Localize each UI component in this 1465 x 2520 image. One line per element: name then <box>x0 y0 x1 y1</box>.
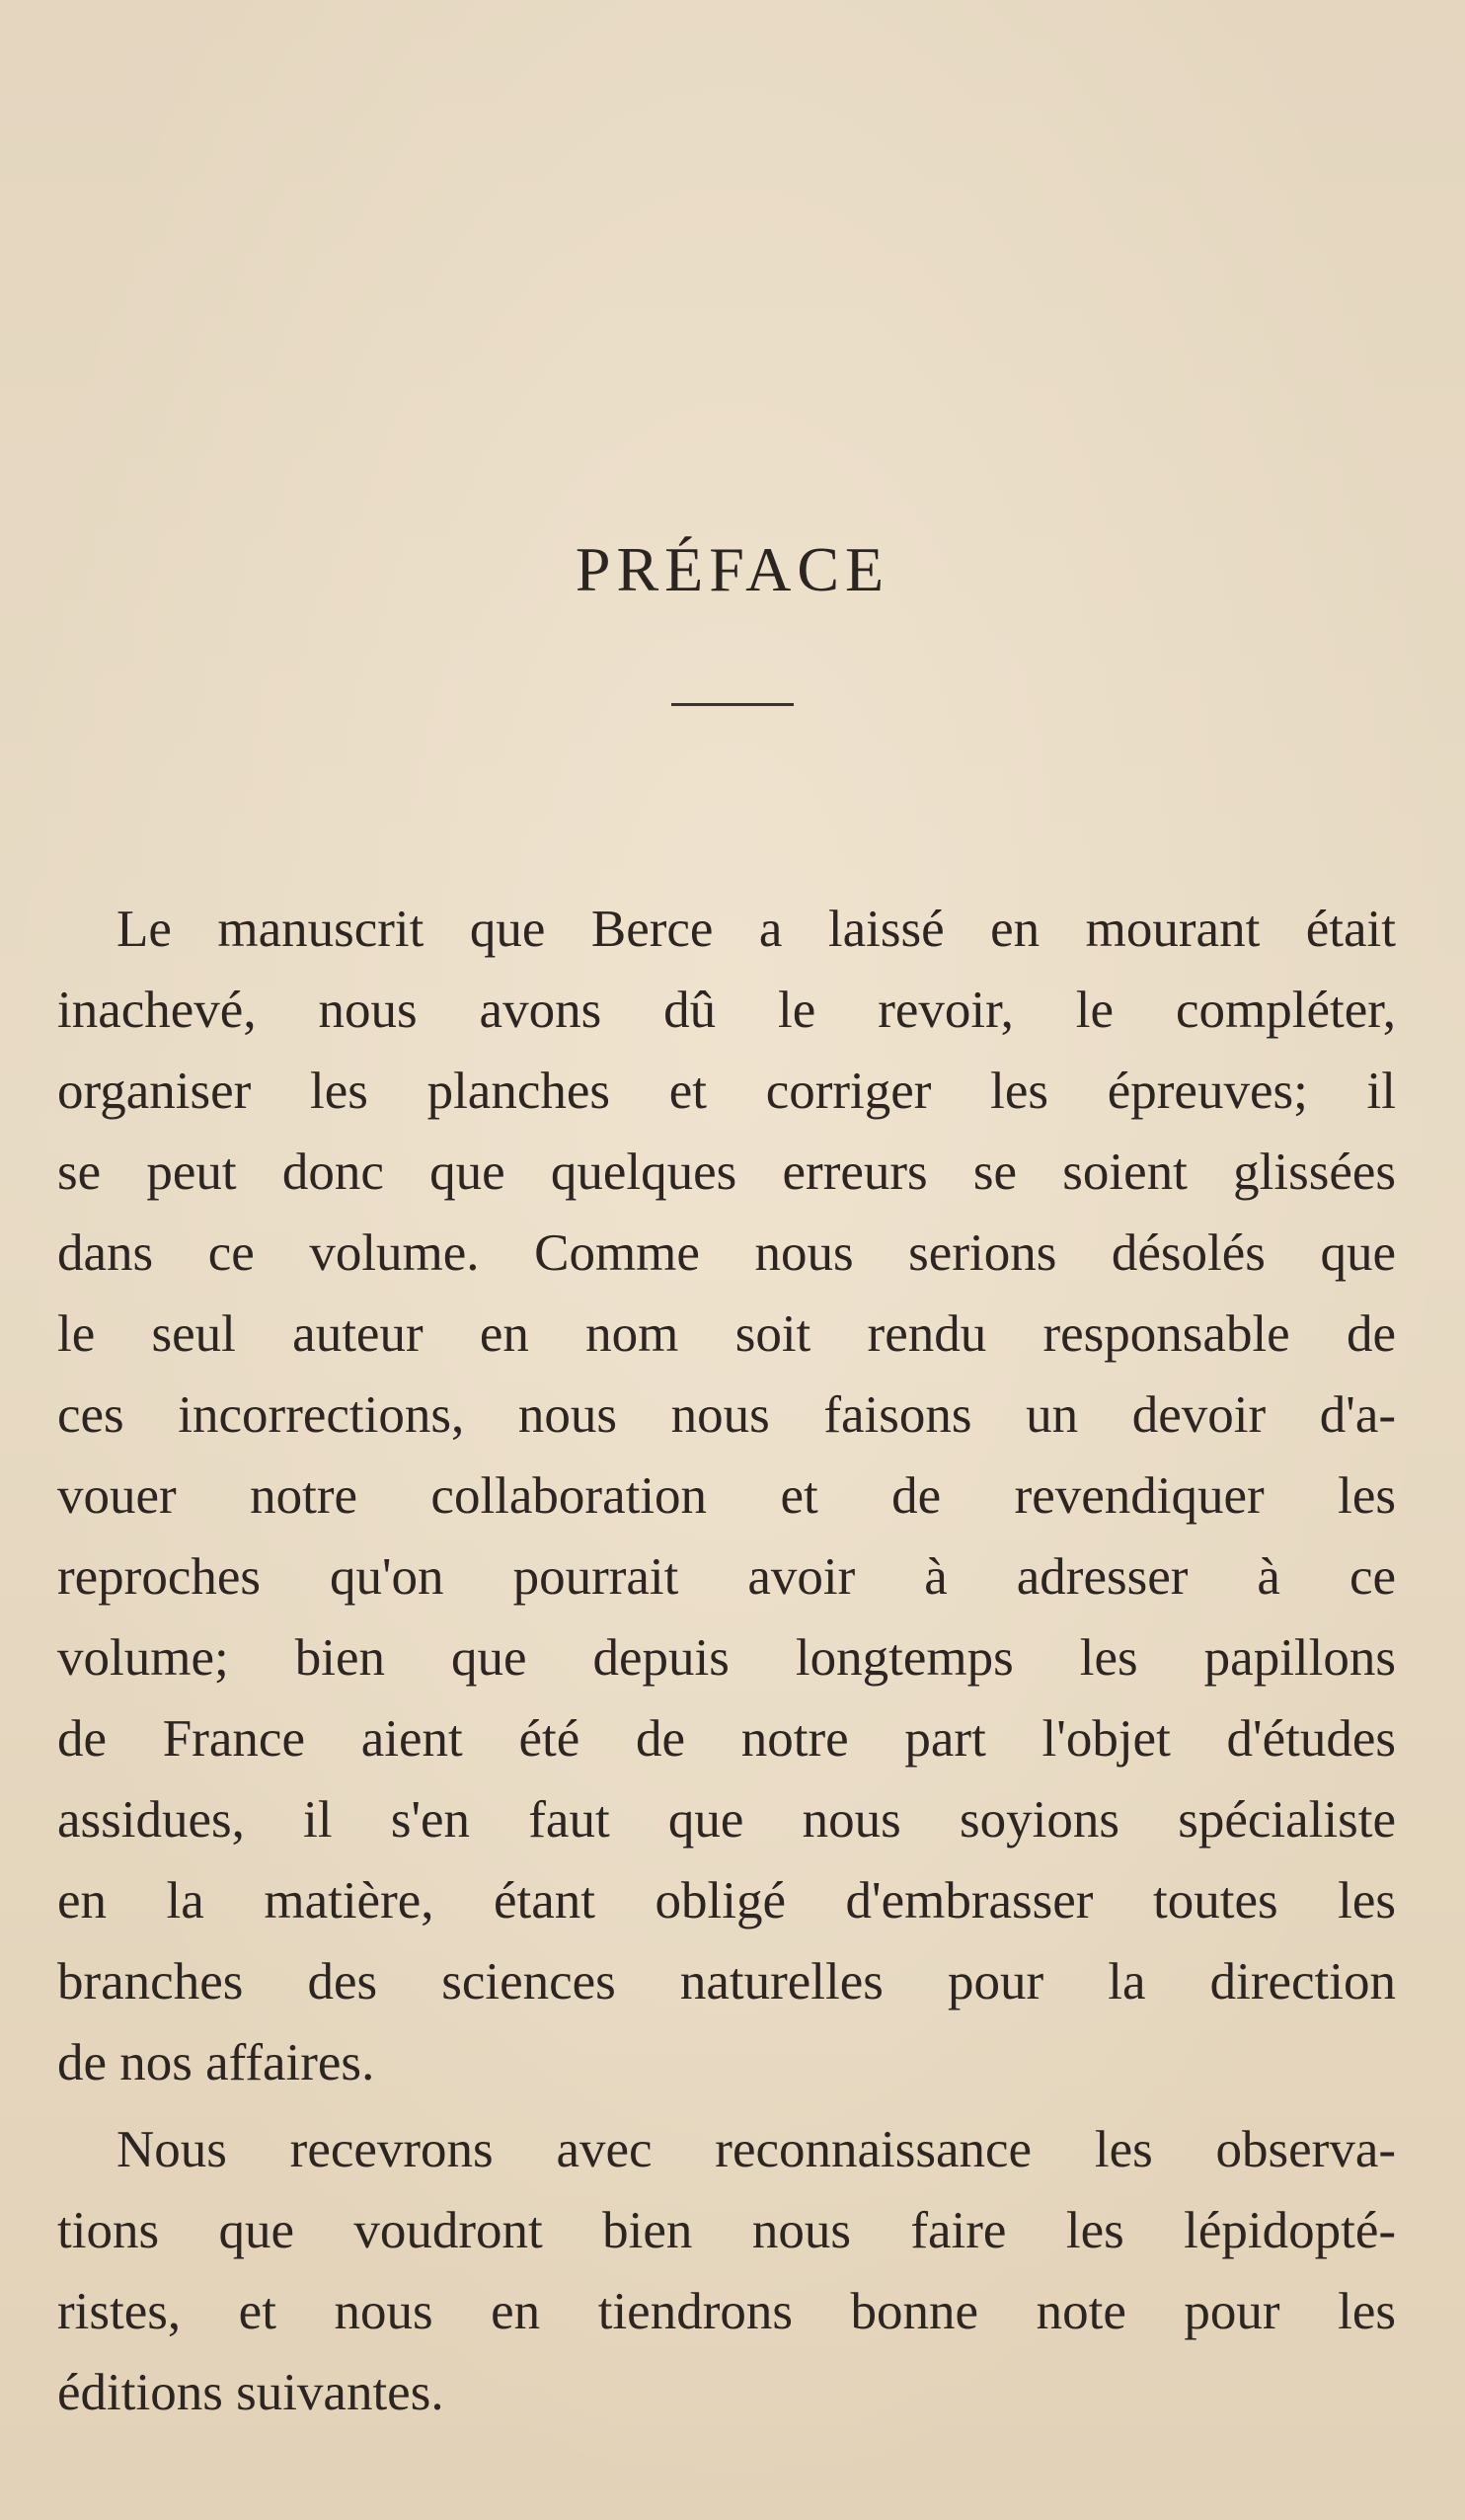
text-line: inachevé, nous avons dû le revoir, le compléter, <box>57 982 1396 1039</box>
text-line: Nous recevrons avec reconnaissance les observa- <box>116 2121 1396 2178</box>
text-line: reproches qu'on pourrait avoir à adresser à ce <box>57 1548 1396 1606</box>
text-line: ces incorrections, nous nous faisons un devoir d'a- <box>57 1386 1396 1444</box>
text-line: branches des sciences naturelles pour la direction <box>57 1953 1396 2010</box>
page-title: PRÉFACE <box>575 534 890 604</box>
text-line: vouer notre collaboration et de revendiquer les <box>57 1467 1396 1525</box>
text-line: Le manuscrit que Berce a laissé en mourant était <box>116 901 1396 958</box>
text-line: de nos affaires. <box>57 2034 375 2091</box>
body-text <box>57 889 1396 2433</box>
text-line: éditions suivantes. <box>57 2364 444 2421</box>
text-line: volume; bien que depuis longtemps les papillons <box>57 1629 1396 1687</box>
text-line: se peut donc que quelques erreurs se soient glissées <box>57 1143 1396 1201</box>
text-line: tions que voudront bien nous faire les lépidopté- <box>57 2202 1396 2259</box>
title-divider <box>671 703 794 706</box>
text-line: en la matière, étant obligé d'embrasser toutes les <box>57 1872 1396 1929</box>
paragraph-1 <box>57 889 1396 2103</box>
text-line: dans ce volume. Comme nous serions désolés que <box>57 1224 1396 1282</box>
text-line: assidues, il s'en faut que nous soyions spécialiste <box>57 1791 1396 1849</box>
text-line: organiser les planches et corriger les épreuves; il <box>57 1063 1396 1120</box>
text-line: ristes, et nous en tiendrons bonne note pour les <box>57 2283 1396 2340</box>
text-line: le seul auteur en nom soit rendu responsable de <box>57 1305 1396 1363</box>
paragraph-2 <box>57 2109 1396 2433</box>
text-line: de France aient été de notre part l'objet d'études <box>57 1710 1396 1768</box>
